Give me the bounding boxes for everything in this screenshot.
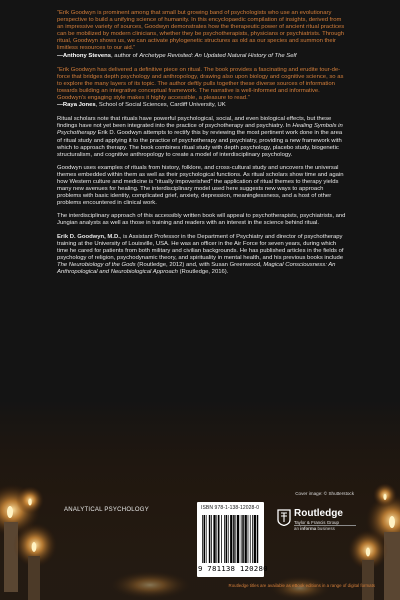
publisher-group: Taylor & Francis Group — [294, 520, 339, 525]
endorsement-attribution-2: —Raya Jones, School of Social Sciences, Cardiff University, UK — [57, 102, 226, 109]
subject-category: ANALYTICAL PSYCHOLOGY — [64, 507, 149, 513]
endorser-book-title-1: Archetype Revisited: An Updated Natural History of The Self — [139, 52, 297, 59]
author-name: Erik D. Goodwyn, M.D. — [57, 233, 120, 240]
book-title-inline: Healing Symbols in Psychotherapy — [57, 123, 343, 137]
previous-book-1: The Neurobiology of the Gods — [57, 261, 136, 268]
endorser-name-2: —Raya Jones — [57, 102, 96, 109]
blurb-paragraph-1: Ritual scholars note that rituals have powerful psychological, social, and even biological effects, but these findings have not yet been integrated into the practice of psychotherapy and psychiatry. In Healing Symbols in Psychotherapy Erik D. Goodwyn attempts to rectify this by reviewing the most pertinent work done in the area of ritual study and applying it to the practice of psychotherapy and psychiatry, providing a new framework with which to approach therapy. The book combines ritual study with depth psychology, placebo study, biogenetic structuralism, and cognitive anthropology to create a model of interdisciplinary psychology. — [57, 116, 343, 158]
routledge-logo-icon — [277, 509, 291, 526]
ebook-availability-note: Routledge titles are available as eBook editions in a range of digital formats — [228, 583, 375, 588]
publisher-name: Routledge — [294, 508, 343, 519]
barcode-number: 9 781138 120280 — [198, 564, 268, 573]
back-cover-text — [57, 10, 347, 276]
endorsement-quote-2: “Erik Goodwyn has delivered a definitive piece on ritual. The book provides a fascinating and erudite tour-de-force that bridges depth psychology and anthropology, drawing also upon biology and cognitive science, so as to explore the many layers of its topic. The author deftly pulls together these diverse sources of information towards building an integrative conceptual framework. The narrative is well-informed and informative. Goodwyn's engaging style makes it highly accessible, a pleasure to read.” — [57, 66, 344, 102]
author-bio: Erik D. Goodwyn, M.D., is Assistant Professor in the Department of Psychiatry and director of psychotherapy training at the University of Louisville, USA. He was an officer in the Air Force for seven years, during which time he cared for patients from both military and civilian backgrounds. He has published articles in the fields of psychology of religion, psychodynamic theory, and spirituality in mental health, and his previous books include The Neurobiology of the Gods (Routledge, 2012) and, with Susan Greenwood, Magical Consciousness: An Anthropological and Neurobiological Approach (Routledge, 2016). — [57, 233, 344, 275]
barcode-icon — [202, 515, 259, 563]
isbn-barcode-box — [197, 502, 268, 577]
publisher-informa: an informa business — [294, 526, 335, 531]
previous-book-2: Magical Consciousness: An Anthropological and Neurobiological Approach — [57, 261, 336, 275]
endorsement-quote-1: “Erik Goodwyn is prominent among that small but growing band of psychologists who use an evolutionary perspective to build a unifying science of humanity. In this encyclopaedic compilation of insights, derived from an impressive variety of sources, Goodwyn demonstrates how the therapeutic power of ancient ritual practices can be mobilized by modern clinicians, whether they be psychotherapists, physicians or psychiatrists. Through ritual, Goodwyn shows us, we can activate phylogenetic structures as old as our species and summon their limitless resources to our aid.” — [57, 10, 345, 52]
blurb-paragraph-2: Goodwyn uses examples of rituals from history, folklore, and cross-cultural study and uncovers the universal themes embedded within them as well as their psychological functions. As ritual scholars show time and again how Western culture and medicine is “ritually impoverished” the application of ritual themes to therapy yields many new avenues for healing. The interdisciplinary model used here suggests new ways to approach problems with basic identity, complicated grief, anxiety, depression, meaninglessness, and a host of other problems encountered in clinical work. — [57, 164, 344, 207]
endorser-name-1: —Anthony Stevens — [57, 52, 112, 59]
blurb-paragraph-3: The interdisciplinary approach of this accessibly written book will appeal to psychotherapists, psychiatrists, and Jungian analysts as well as those in training and readers with an interest in the science behind ritual. — [57, 213, 346, 227]
isbn-label: ISBN 978-1-138-12028-0 — [201, 505, 260, 511]
endorsement-attribution-1: —Anthony Stevens, author of Archetype Revisited: An Updated Natural History of The Self — [57, 52, 297, 59]
cover-image-credit: Cover image: © Shutterstock — [295, 491, 354, 496]
